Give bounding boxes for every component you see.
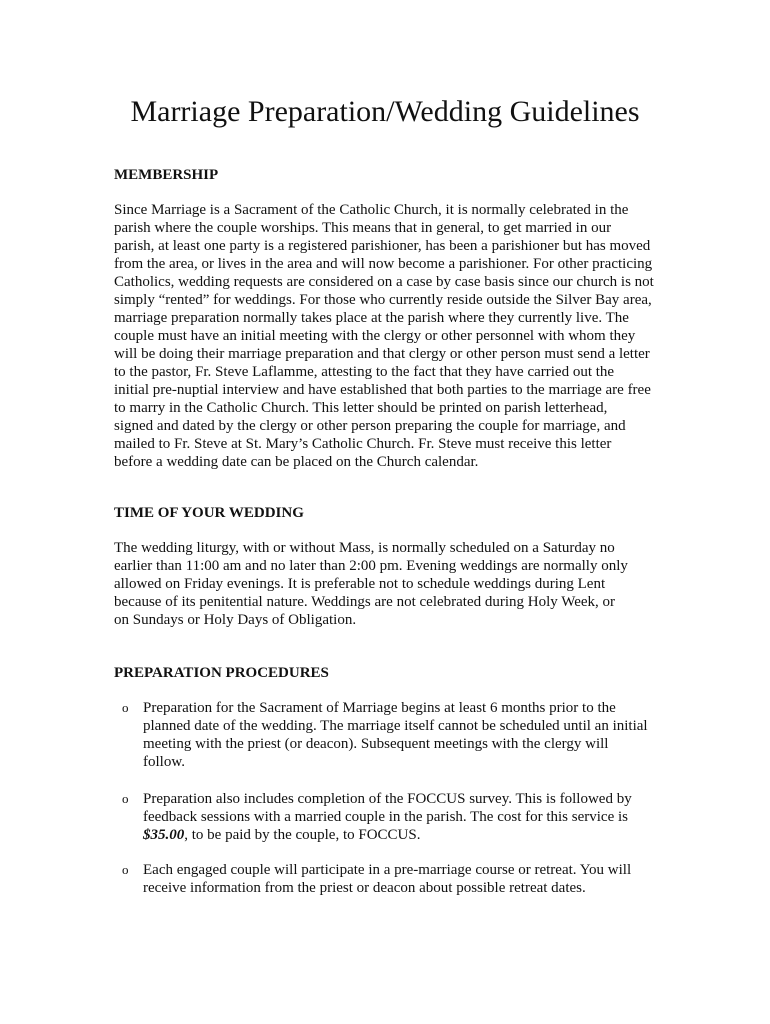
section-heading-preparation-procedures: PREPARATION PROCEDURES [114,665,329,681]
section-heading-membership: MEMBERSHIP [114,167,219,183]
document-title: Marriage Preparation/Wedding Guidelines [130,95,640,128]
paragraph-line: from the area, or lives in the area and will now become a parishioner. For other practicing [114,256,653,272]
bullet-text [143,861,674,897]
paragraph-line: because of its penitential nature. Weddings are not celebrated during Holy Week, or [114,594,616,610]
paragraph-line: parish, at least one party is a registered parishioner, has been a parishioner but has moved [114,238,651,254]
bullet-line: planned date of the wedding. The marriage itself cannot be scheduled until an initial [143,718,648,734]
bullet-line: Preparation also includes completion of the FOCCUS survey. This is followed by [143,791,632,807]
cost-suffix: , to be paid by the couple, to FOCCUS. [184,827,421,843]
paragraph-line: couple must have an initial meeting with the clergy or other personnel with whom they [114,328,636,344]
bullet-line: Each engaged couple will participate in a pre-marriage course or retreat. You will [143,862,632,878]
bullet-line: receive information from the priest or deacon about possible retreat dates. [143,880,586,896]
bullet-line: follow. [143,754,185,770]
bullet-line: feedback sessions with a married couple in the parish. The cost for this service is [143,809,629,825]
bullet-text [143,699,674,771]
paragraph-line: simply “rented” for weddings. For those who currently reside outside the Silver Bay area, [114,292,652,308]
paragraph-line: on Sundays or Holy Days of Obligation. [114,612,357,628]
bullet-marker: o [122,791,129,806]
time-of-wedding-paragraph [114,539,674,629]
section-heading-time-of-wedding: TIME OF YOUR WEDDING [114,505,304,521]
bullet-text [143,790,674,844]
bullet-line: Preparation for the Sacrament of Marriage begins at least 6 months prior to the [143,700,616,716]
paragraph-line: to marry in the Catholic Church. This letter should be printed on parish letterhead, [114,400,608,416]
bullet-line: meeting with the priest (or deacon). Subsequent meetings with the clergy will [143,736,609,752]
paragraph-line: earlier than 11:00 am and no later than 2:00 pm. Evening weddings are normally only [114,558,628,574]
foccus-cost: $35.00 [143,827,185,843]
paragraph-line: mailed to Fr. Steve at St. Mary’s Catholic Church. Fr. Steve must receive this letter [114,436,612,452]
paragraph-line: signed and dated by the clergy or other person preparing the couple for marriage, and [114,418,626,434]
paragraph-line: marriage preparation normally takes place at the parish where they currently live. The [114,310,629,326]
paragraph-line: will be doing their marriage preparation and that clergy or other person must send a letter [114,346,650,362]
paragraph-line: initial pre-nuptial interview and have established that both parties to the marriage are free [114,382,651,398]
bullet-marker: o [122,700,129,715]
paragraph-line: before a wedding date can be placed on the Church calendar. [114,454,479,470]
paragraph-line: allowed on Friday evenings. It is preferable not to schedule weddings during Lent [114,576,606,592]
bullet-marker: o [122,862,129,877]
bullet-line-cost [143,826,674,844]
membership-paragraph [114,201,674,471]
paragraph-line: The wedding liturgy, with or without Mass, is normally scheduled on a Saturday no [114,540,615,556]
paragraph-line: Catholics, wedding requests are considered on a case by case basis since our church is not [114,274,654,290]
paragraph-line: to the pastor, Fr. Steve Laflamme, attesting to the fact that they have carried out the [114,364,615,380]
paragraph-line: parish where the couple worships. This means that in general, to get married in our [114,220,612,236]
paragraph-line: Since Marriage is a Sacrament of the Catholic Church, it is normally celebrated in the [114,202,629,218]
